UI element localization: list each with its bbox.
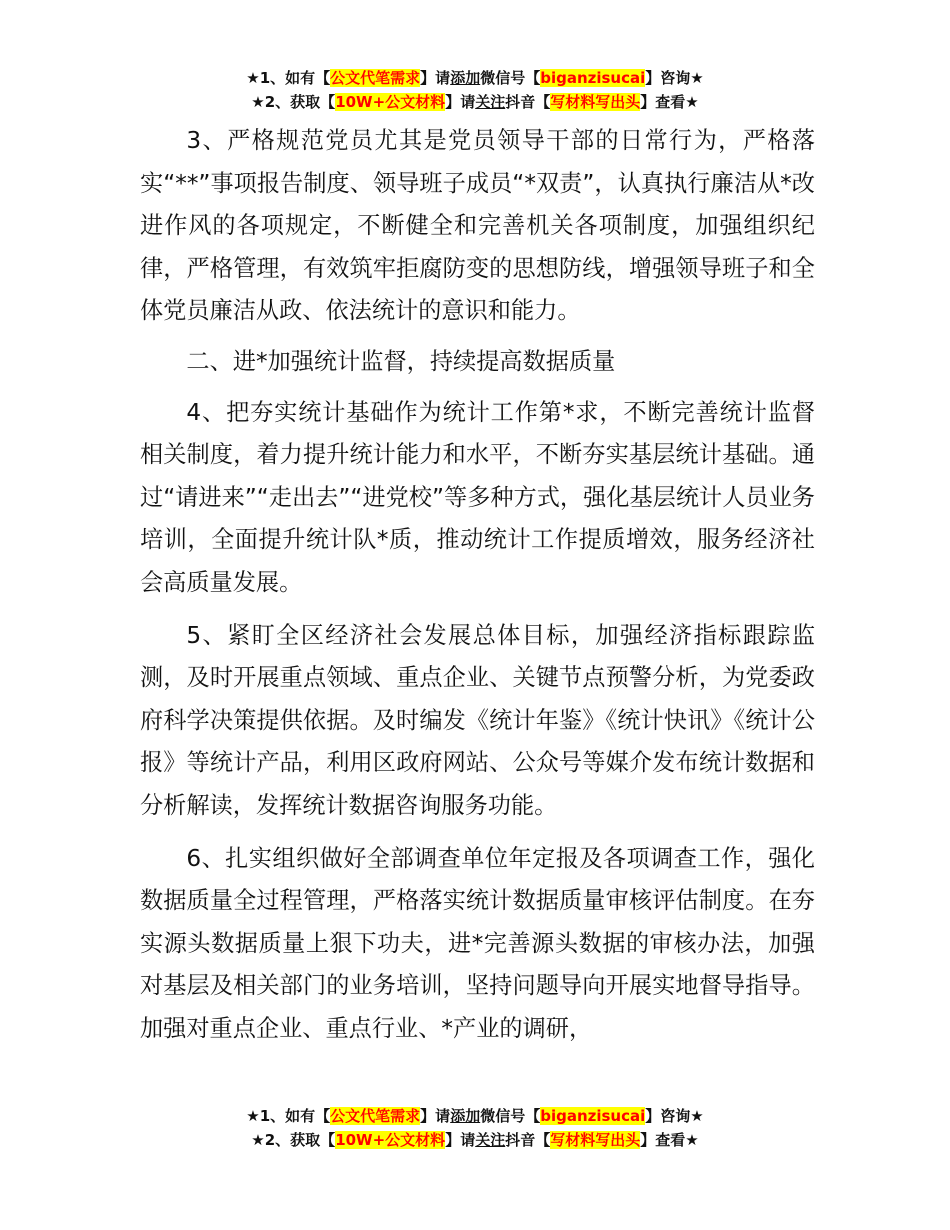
banner-highlight: 10W+公文材料 xyxy=(335,1131,446,1149)
banner-text: ★2、获取【 xyxy=(251,1131,336,1149)
banner-text: 】咨询★ xyxy=(645,69,704,87)
header-banner xyxy=(0,66,950,114)
banner-underline: 添加 xyxy=(450,1107,481,1125)
banner-text: 微信号【 xyxy=(480,69,541,87)
banner-text: 】请 xyxy=(420,1107,451,1125)
banner-underline: 添加 xyxy=(450,69,481,87)
document-body xyxy=(140,120,815,1050)
banner-underline: 关注 xyxy=(475,93,506,111)
banner-text: ★1、如有【 xyxy=(246,1107,331,1125)
banner-highlight: biganzisucai xyxy=(540,1107,646,1125)
banner-text: 微信号【 xyxy=(480,1107,541,1125)
paragraph-4: 4、把夯实统计基础作为统计工作第*求，不断完善统计监督相关制度，着力提升统计能力和水平，不断夯实基层统计基础。通过“请进来”“走出去”“进党校”等多种方式，强化基层统计人员业务培训，全面提升统计队*质，推动统计工作提质增效，服务经济社会高质量发展。 xyxy=(140,398,815,596)
banner-highlight: 写材料写出头 xyxy=(550,1131,641,1149)
banner-highlight: 10W+公文材料 xyxy=(335,93,446,111)
paragraph-3: 3、严格规范党员尤其是党员领导干部的日常行为，严格落实“**”事项报告制度、领导班子成员“*双责”，认真执行廉洁从*改进作风的各项规定，不断健全和完善机关各项制度，加强组织纪律，严格管理，有效筑牢拒腐防变的思想防线，增强领导班子和全体党员廉洁从政、依法统计的意识和能力。 xyxy=(140,127,815,325)
banner-text: 】请 xyxy=(420,69,451,87)
banner-highlight: 写材料写出头 xyxy=(550,93,641,111)
banner-text: 】查看★ xyxy=(640,93,699,111)
banner-highlight: 公文代笔需求 xyxy=(330,1107,421,1125)
banner-underline: 关注 xyxy=(475,1131,506,1149)
banner-text: 】查看★ xyxy=(640,1131,699,1149)
banner-line-1 xyxy=(0,66,950,90)
banner-line-2 xyxy=(0,1128,950,1152)
paragraph-5: 5、紧盯全区经济社会发展总体目标，加强经济指标跟踪监测，及时开展重点领域、重点企业、关键节点预警分析，为党委政府科学决策提供依据。及时编发《统计年鉴》《统计快讯》《统计公报》等统计产品，利用区政府网站、公众号等媒介发布统计数据和分析解读，发挥统计数据咨询服务功能。 xyxy=(140,621,815,819)
banner-line-1 xyxy=(0,1104,950,1128)
section-heading-2: 二、进*加强统计监督，持续提高数据质量 xyxy=(186,347,616,375)
paragraph-6: 6、扎实组织做好全部调查单位年定报及各项调查工作，强化数据质量全过程管理，严格落实统计数据质量审核评估制度。在夯实源头数据质量上狠下功夫，进*完善源头数据的审核办法，加强对基层及相关部门的业务培训，坚持问题导向开展实地督导指导。加强对重点企业、重点行业、*产业的调研， xyxy=(140,844,815,1042)
banner-text: ★2、获取【 xyxy=(251,93,336,111)
banner-line-2 xyxy=(0,90,950,114)
banner-text: ★1、如有【 xyxy=(246,69,331,87)
banner-text: 】咨询★ xyxy=(645,1107,704,1125)
footer-banner xyxy=(0,1104,950,1152)
banner-text: 抖音【 xyxy=(505,1131,551,1149)
banner-text: 】请 xyxy=(445,1131,476,1149)
banner-text: 抖音【 xyxy=(505,93,551,111)
banner-text: 】请 xyxy=(445,93,476,111)
banner-highlight: 公文代笔需求 xyxy=(330,69,421,87)
banner-highlight: biganzisucai xyxy=(540,69,646,87)
